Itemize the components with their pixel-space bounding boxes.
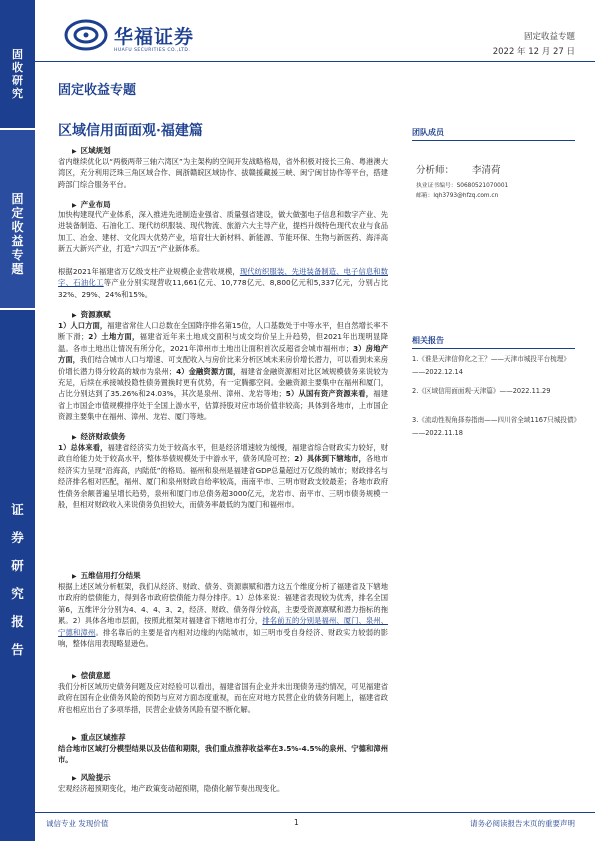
section-body-economy: 1）总体来看，福建省经济实力处于较高水平，但是经济增速较为缓慢，福建省综合财政实力较好，财政自给能力处于较高水平，整体举债规模处于中游水平，债务风险可控；2）具体到下辖地市，各地市经济实力呈现“沿海高，内陆低”的格局。福州和泉州是福建省GDP总量超过万亿级的城市；财政排名与经济排名相对匹配，福州、厦门和泉州财政自给率较高，南南平市、三明市财政支较最差；各地市政府性债务余额普遍呈增长趋势，泉州和厦门市总债务超3000亿元，龙岩市、南平市、三明市债务规模一般，但相对财政收入来说债务负担较大，而债务率最低的为厦门和福州市。 [58, 443, 389, 510]
team-label: 团队成员 [412, 128, 444, 137]
section-heading-risk: ▶ 风险提示 [72, 773, 111, 782]
footer-divider [35, 812, 595, 813]
email-line: 邮箱：lqh3793@hfzq.com.cn [416, 193, 499, 199]
team-divider [412, 140, 575, 141]
section-body-credit-score: 根据上述区域分析框架，我们从经济、财政、债务、资源禀赋和潜力这五个维度分析了福建省及下辖地市政府的偿债能力，得到各市政府偿债能力得分排序。1）总体来说：福建省表现较为优秀，排名全国第6，五维评分分别为4、4、4、3、2，经济、财政、债务得分较高，主要受资源禀赋和潜力指标的拖累。2）具体各地市层面，按照此框架对福建省下辖地市打分，排名前五的分别是福州、厦门、泉州、宁德和漳州。排名靠后的主要是省内相对边缘的内陆城市，如三明市受自身经济、财政实力较弱的影响，整体信用表现略显逊色。 [58, 582, 389, 649]
report-category-title: 固定收益专题 [58, 83, 137, 98]
band-label-bottom: 证 券 研 究 报 告 [11, 502, 24, 657]
related-report-link[interactable]: 3.《流动性视角择券指南——四川省全域1167只城投债》——2022.11.18 [412, 416, 577, 437]
section-body-recommendation: 结合地市区域打分模型结果以及估值和期限，我们重点推荐收益率在3.5%-4.5%的泉州、宁德和漳州市。 [58, 744, 388, 765]
section-body-repayment: 我们分析区域历史债务问题及应对经验可以看出，福建省国有企业并未出现债务违约情况，可见福建省政府在国有企业债务风险的预防与应对方面态度重视，而在应对地方民营企业的债务问题上，福建省政府也相应出台了多项举措，民营企业债务风险有望不断化解。 [58, 682, 388, 714]
section-body-risk: 宏观经济超预期变化，地产政策变动超预期，隐债化解节奏出现变化。 [58, 784, 285, 793]
section-body-resources: 1）人口方面，福建省常住人口总数在全国降序排名第15位，人口基数处于中等水平，但自然增长率不断下滑；2）土地方面，福建省近年来土地成交面积与成交均价呈上升趋势，但2021年出现明显降温。各市土地出让情况有所分化，2021年漳州市土地出让面积首次反超省会城市福州市；3）房地产方面，我们结合城市人口与增速、可支配收入与房价比来分析区域未来房价增长潜力，可以看到未来房价增长潜力得分较高的城市为泉州；4）金融资源方面，福建省金融资源相对比区域规模债务来说较为充足，后续在承接城投隐性债务置换时更有优势，有一定腾挪空间。金融资源主要集中在福州和厦门，占比分别达到了35.26%和24.03%，其次是泉州、漳州、龙岩等地；5）从国有资产资源来看，福建省上市国企市值规模排序处于全国上游水平，估算持股对应市场价值非较高；具体到各地市，上市国企资源主要集中在福州、漳州、龙岩、厦门等地。 [58, 321, 389, 422]
band-label-top: 固 收 研 究 [12, 48, 23, 100]
report-title: 区域信用面面观·福建篇 [58, 123, 203, 139]
triangle-bullet-icon: ▶ [72, 573, 77, 580]
triangle-bullet-icon: ▶ [72, 202, 77, 209]
triangle-bullet-icon: ▶ [72, 673, 77, 680]
related-reports-label: 相关报告 [412, 336, 444, 345]
band-label-mid: 固 定 收 益 专 题 [11, 192, 24, 276]
header-date: 2022 年 12 月 27 日 [492, 47, 575, 57]
logo-english-name: HUAFU SECURITIES CO.,LTD. [114, 48, 191, 53]
section-body-industry: 加快构建现代产业体系，深入推进先进制造业强省、质量强省建设，做大做强电子信息和数字产业、先进装备制造、石油化工、现代纺织服装、现代物流、旅游六大主导产业，提档升级特色现代农业与食品加工、冶金、建材、文化四大优势产业，培育壮大新材料、新能源、节能环保、生物与新医药、海洋高新五大新兴产业，打造“六四五”产业新体系。 [58, 210, 388, 254]
section-heading-industry: ▶ 产业布局 [72, 200, 111, 209]
analyst-line: 分析师： 李清荷 [416, 165, 501, 176]
logo-chinese-name: 华福证券 [114, 26, 195, 48]
triangle-bullet-icon: ▶ [72, 775, 77, 782]
section-heading-recommendation: ▶ 重点区域推荐 [72, 733, 126, 742]
section-heading-repayment: ▶ 偿债意愿 [72, 671, 111, 680]
footer-slogan: 诚信专业 发现价值 [46, 819, 109, 828]
related-report-link[interactable]: 1.《谁是天津信仰化之王？——天津市城投平台梳理》——2022.12.14 [412, 355, 570, 376]
section-body-industry-revenue: 根据2021年福建省万亿级支柱产业规模企业营收规模，现代纺织服装、先进装备制造、电子信息和数字、石油化工等产业分别实现营收11,661亿元、10,778亿元、8,800亿元和5,337亿元，分别占比32%、29%、24%和15%。 [58, 267, 389, 299]
company-logo [64, 14, 214, 54]
cert-line: 执业证书编号：S0680521070001 [416, 183, 509, 189]
related-report-link[interactable]: 2.《区域信用面面观·天津篇》——2022.11.29 [412, 387, 551, 395]
header-divider [35, 61, 595, 62]
logo-emblem-icon [64, 18, 108, 52]
triangle-bullet-icon: ▶ [72, 434, 77, 441]
page-number: 1 [294, 818, 299, 827]
section-heading-credit-score: ▶ 五维信用打分结果 [72, 571, 141, 580]
section-body-planning: 省内继续优化以“两极两带三轴六湾区”为主架构的空间开发战略格局，省外积极对接长三角、粤港澳大湾区，充分利用泛珠三角区域合作、闽浙赣皖区域协作、拔赣援藏援三峡、闽宁闽甘协作等平台，搭建跨部门综合服务平台。 [58, 157, 388, 189]
section-heading-resources: ▶ 资源禀赋 [72, 310, 111, 319]
section-heading-economy: ▶ 经济财政债务 [72, 432, 126, 441]
section-heading-planning: ▶ 区域规划 [72, 146, 111, 155]
footer-disclaimer: 请务必阅读报告末页的重要声明 [470, 819, 575, 828]
triangle-bullet-icon: ▶ [72, 735, 77, 742]
triangle-bullet-icon: ▶ [72, 312, 77, 319]
header-report-type: 固定收益专题 [523, 32, 575, 42]
triangle-bullet-icon: ▶ [72, 148, 77, 155]
related-divider [412, 348, 575, 349]
